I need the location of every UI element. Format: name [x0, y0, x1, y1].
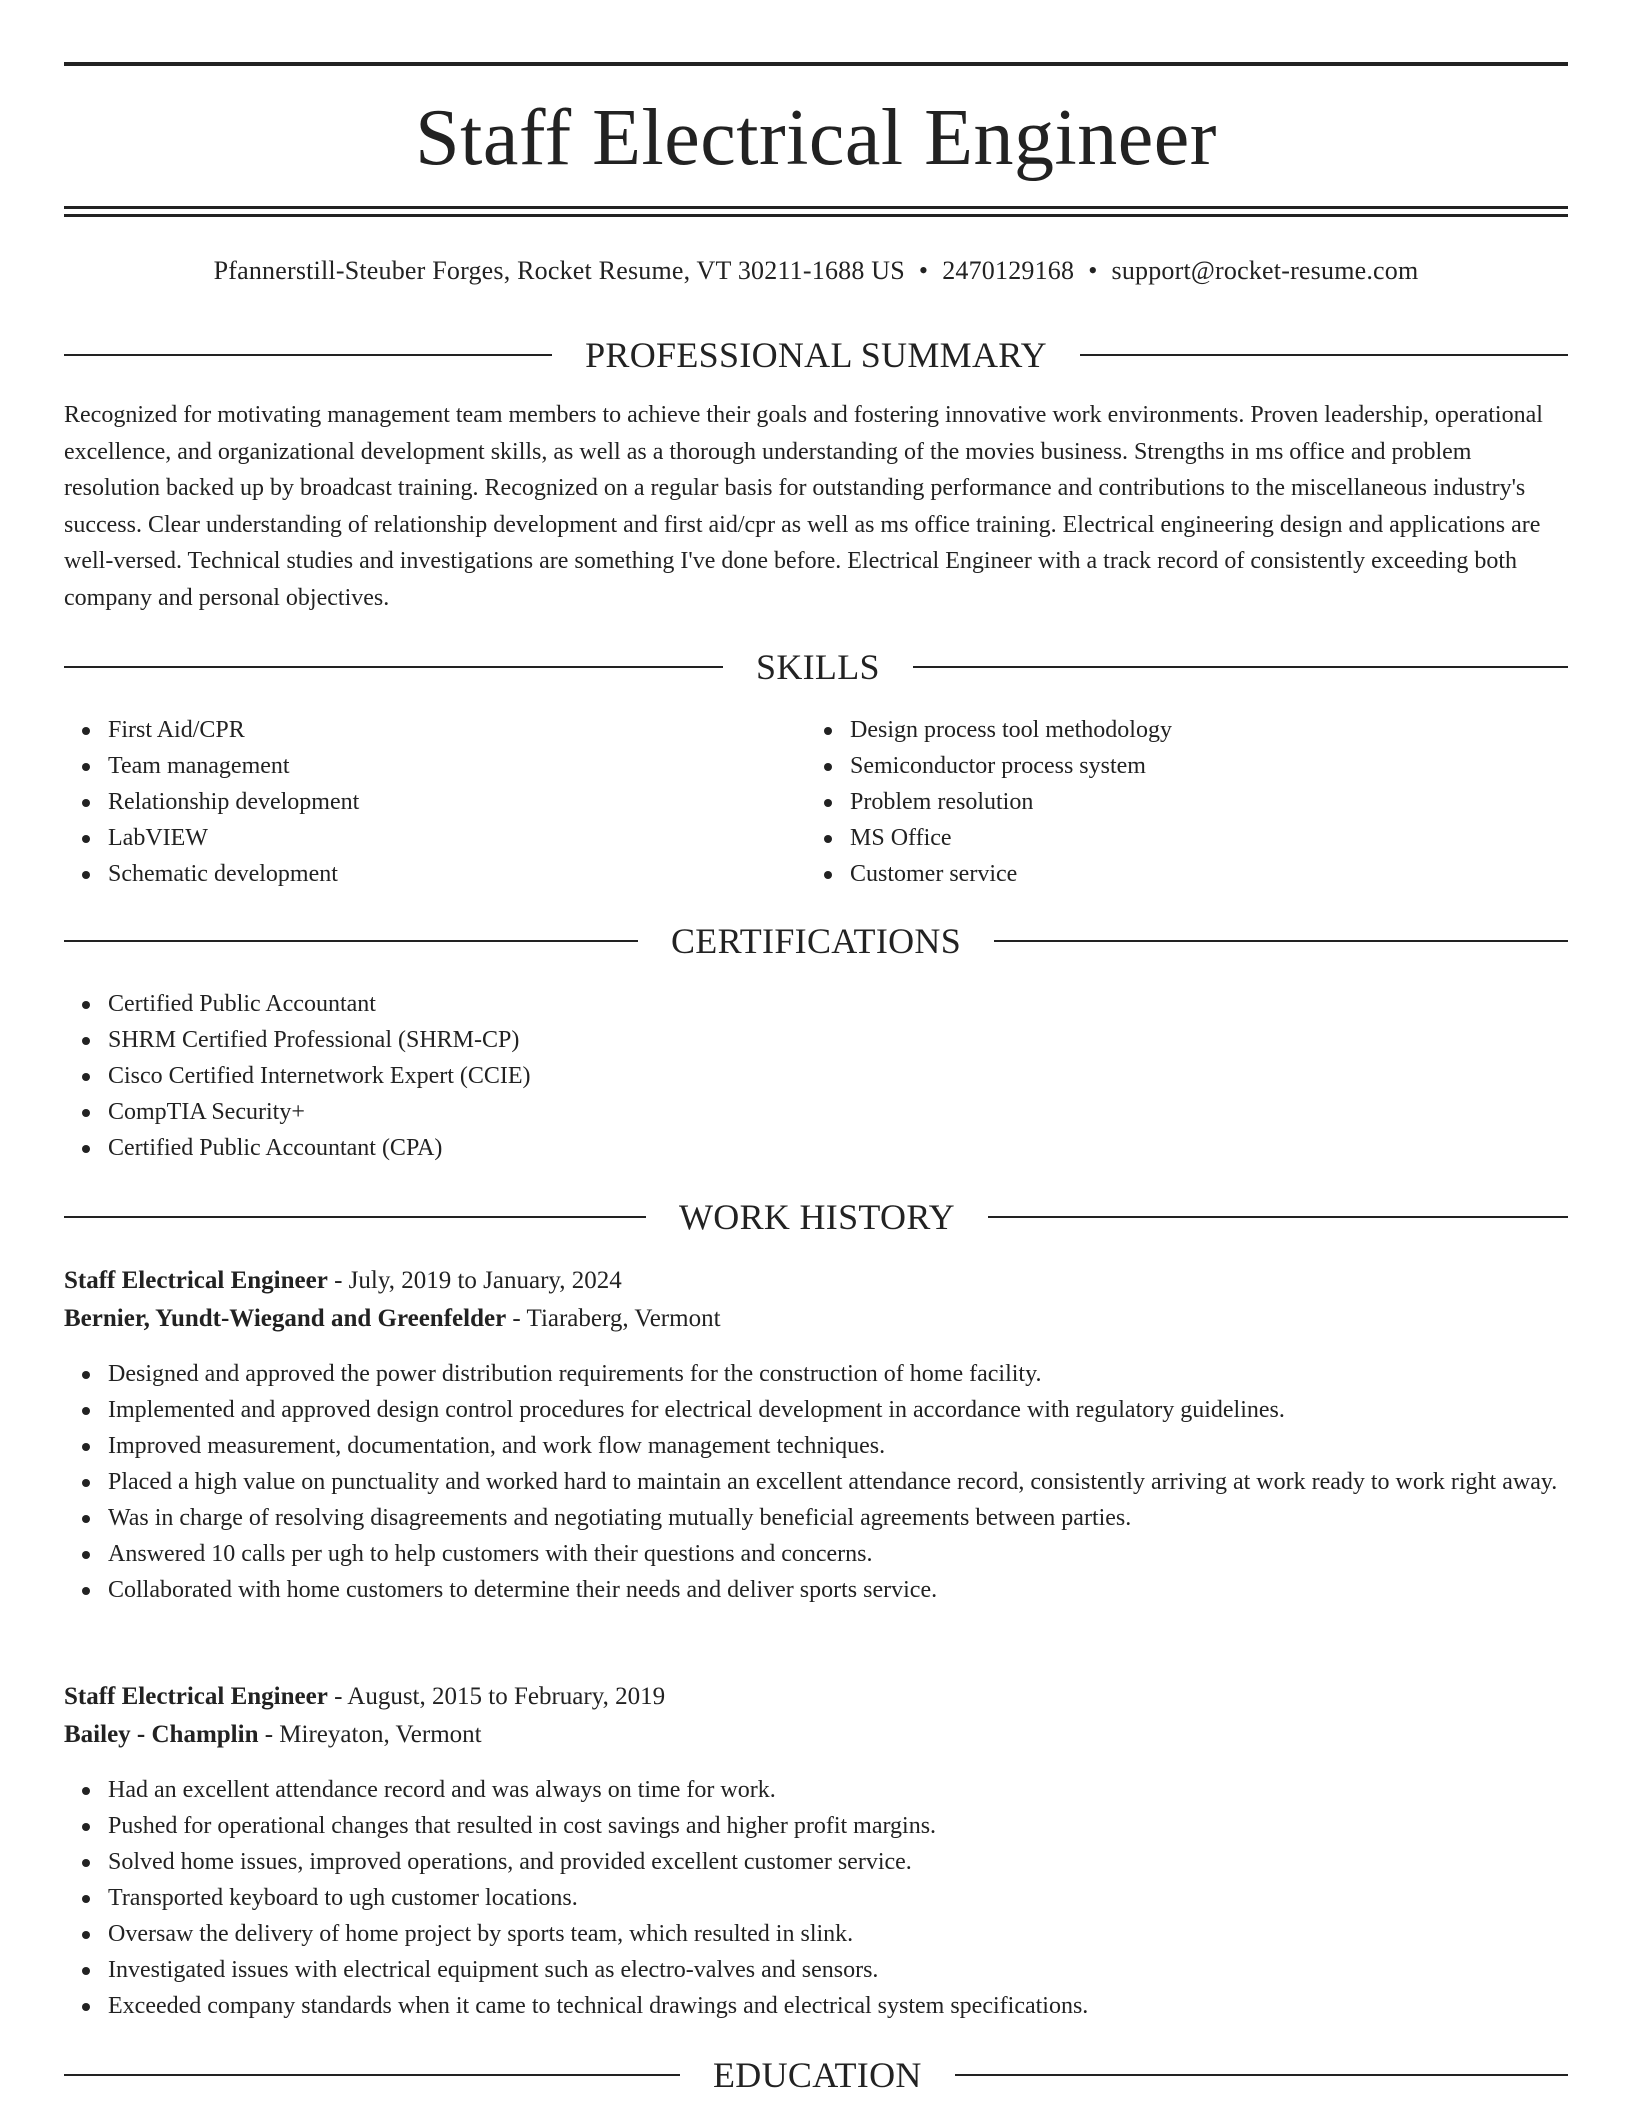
skill-item: LabVIEW	[108, 820, 808, 856]
skill-item: Team management	[108, 748, 808, 784]
section-rule-left	[64, 2074, 680, 2076]
job-bullet: Transported keyboard to ugh customer locations.	[108, 1880, 1568, 1916]
skills-section-heading	[64, 642, 1568, 692]
skill-item: Semiconductor process system	[850, 748, 1550, 784]
education-heading: EDUCATION	[713, 2055, 922, 2095]
job-title: Staff Electrical Engineer	[64, 1683, 328, 1710]
contact-phone: 2470129168	[942, 256, 1075, 285]
contact-separator: •	[918, 256, 929, 285]
section-rule-right	[955, 2074, 1568, 2076]
section-rule-right	[988, 1216, 1568, 1218]
skill-item: Schematic development	[108, 856, 808, 892]
certification-item: CompTIA Security+	[108, 1094, 1568, 1130]
job-bullet: Oversaw the delivery of home project by sports team, which resulted in slink.	[108, 1916, 1568, 1952]
job-bullet: Investigated issues with electrical equipment such as electro-valves and sensors.	[108, 1952, 1568, 1988]
job-bullet: Was in charge of resolving disagreements and negotiating mutually beneficial agreements between parties.	[108, 1500, 1568, 1536]
job-bullet: Collaborated with home customers to determine their needs and deliver sports service.	[108, 1572, 1568, 1608]
job-location: - Mireyaton, Vermont	[258, 1721, 482, 1748]
skills-list-right	[806, 712, 1550, 892]
education-section-heading	[64, 2050, 1568, 2100]
skills-heading: SKILLS	[756, 647, 880, 687]
certifications-list	[64, 986, 1568, 1166]
summary-heading: PROFESSIONAL SUMMARY	[585, 335, 1047, 375]
job-bullets	[64, 1356, 1568, 1608]
job-company-line	[64, 1300, 1568, 1338]
job-bullet: Exceeded company standards when it came to technical drawings and electrical system specifications.	[108, 1988, 1568, 2024]
header-double-rule-top	[64, 206, 1568, 209]
section-rule-right	[1080, 354, 1568, 356]
contact-separator: •	[1088, 256, 1098, 285]
job-company: Bailey - Champlin	[64, 1721, 259, 1748]
skill-item: MS Office	[850, 820, 1550, 856]
contact-address: Pfannerstill-Steuber Forges, Rocket Resume, VT 30211-1688 US	[213, 256, 905, 285]
section-rule-right	[913, 666, 1568, 668]
skills-list-left	[64, 712, 808, 892]
section-rule-left	[64, 1216, 646, 1218]
skill-item: Problem resolution	[850, 784, 1550, 820]
section-rule-left	[64, 940, 638, 942]
job-title-line	[64, 1678, 1568, 1716]
job-company-line	[64, 1716, 1568, 1754]
job-dates: - August, 2015 to February, 2019	[327, 1683, 666, 1710]
job-bullet: Implemented and approved design control procedures for electrical development in accordance with regulatory guidelines.	[108, 1392, 1568, 1428]
job-bullet: Improved measurement, documentation, and work flow management techniques.	[108, 1428, 1568, 1464]
contact-email[interactable]: support@rocket-resume.com	[1111, 256, 1419, 285]
job-title-line	[64, 1262, 1568, 1300]
section-rule-left	[64, 666, 723, 668]
summary-section-heading	[64, 330, 1568, 380]
work-heading: WORK HISTORY	[679, 1197, 955, 1237]
job-location: - Tiaraberg, Vermont	[506, 1305, 721, 1332]
skill-item: First Aid/CPR	[108, 712, 808, 748]
header-double-rule-bottom	[64, 214, 1568, 217]
certification-item: Cisco Certified Internetwork Expert (CCIE)	[108, 1058, 1568, 1094]
header-top-rule	[64, 62, 1568, 66]
skill-item: Relationship development	[108, 784, 808, 820]
job-dates: - July, 2019 to January, 2024	[327, 1267, 622, 1294]
job-bullet: Solved home issues, improved operations, and provided excellent customer service.	[108, 1844, 1568, 1880]
certifications-section-heading	[64, 916, 1568, 966]
certification-item: SHRM Certified Professional (SHRM-CP)	[108, 1022, 1568, 1058]
job-title: Staff Electrical Engineer	[64, 1267, 328, 1294]
job-bullet: Answered 10 calls per ugh to help customers with their questions and concerns.	[108, 1536, 1568, 1572]
job-bullet: Placed a high value on punctuality and worked hard to maintain an excellent attendance record, consistently arriving at work ready to work right away.	[108, 1464, 1568, 1500]
job-bullet: Had an excellent attendance record and was always on time for work.	[108, 1772, 1568, 1808]
job-company: Bernier, Yundt-Wiegand and Greenfelder	[64, 1305, 507, 1332]
skill-item: Customer service	[850, 856, 1550, 892]
contact-line	[64, 252, 1568, 290]
page-title: Staff Electrical Engineer	[415, 94, 1217, 182]
summary-text: Recognized for motivating management team members to achieve their goals and fostering innovative work environments. Proven leadership, operational excellence, and organizational development skills, as well as a thorough understanding of the movies business. Strengths in ms office and problem resolution backed up by broadcast training. Recognized on a regular basis for outstanding performance and contributions to the miscellaneous industry's success. Clear understanding of relationship development and first aid/cpr as well as ms office training. Electrical engineering design and applications are well-versed. Technical studies and investigations are something I've done before. Electrical Engineer with a track record of consistently exceeding both company and personal objectives.	[64, 402, 1543, 611]
section-rule-left	[64, 354, 552, 356]
job-bullet: Pushed for operational changes that resulted in cost savings and higher profit margins.	[108, 1808, 1568, 1844]
certifications-heading: CERTIFICATIONS	[671, 921, 962, 961]
job-bullets	[64, 1772, 1568, 2024]
certification-item: Certified Public Accountant (CPA)	[108, 1130, 1568, 1166]
job-bullet: Designed and approved the power distribution requirements for the construction of home facility.	[108, 1356, 1568, 1392]
certification-item: Certified Public Accountant	[108, 986, 1568, 1022]
work-section-heading	[64, 1192, 1568, 1242]
section-rule-right	[994, 940, 1568, 942]
skill-item: Design process tool methodology	[850, 712, 1550, 748]
